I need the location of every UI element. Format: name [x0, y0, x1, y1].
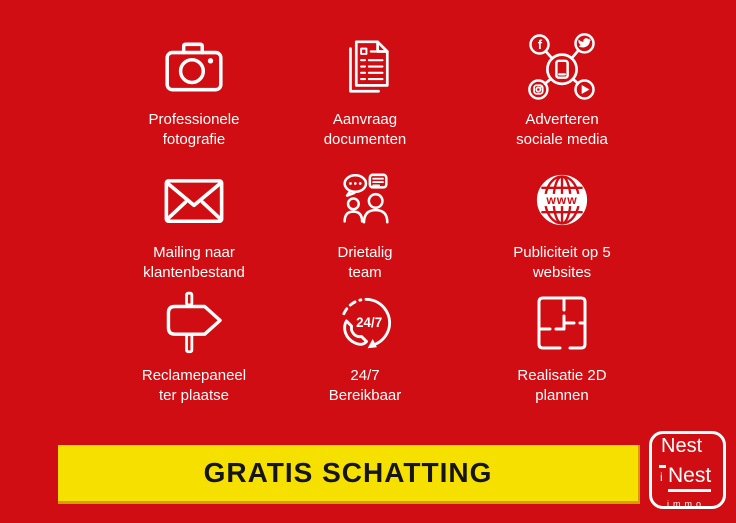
feature-document-request [265, 30, 465, 162]
logo-dash [659, 465, 666, 468]
globe-www-icon [462, 163, 662, 237]
facebook-letter: f [537, 37, 543, 53]
feature-label: Realisatie 2D plannen [517, 367, 607, 404]
logo-word-nest: Nest [668, 464, 711, 492]
feature-label: Mailing naar klantenbestand [143, 244, 245, 281]
feature-professional-photography [94, 30, 294, 162]
feature-label: Adverteren sociale media [516, 111, 608, 148]
feature-label: 24/7 Bereikbaar [328, 367, 402, 404]
twitter-bird [578, 38, 591, 47]
team-chat-icon [265, 163, 465, 237]
phone-247-icon [265, 286, 465, 360]
feature-label: Professionele fotografie [148, 111, 240, 148]
feature-trilingual-team [265, 163, 465, 295]
feature-website-publicity [462, 163, 662, 295]
banner-label: GRATIS SCHATTING [203, 457, 493, 488]
feature-label: Drietalig team [337, 244, 393, 281]
envelope-icon [94, 163, 294, 237]
floorplan-icon [462, 286, 662, 360]
camera-icon [94, 30, 294, 104]
feature-reachable-247 [265, 286, 465, 418]
feature-label: Publiciteit op 5 websites [513, 244, 611, 281]
nest-immo-logo [649, 431, 726, 509]
gratis-schatting-banner[interactable] [58, 445, 640, 504]
feature-label: Aanvraag documenten [323, 111, 407, 148]
phone-badge-text: 24/7 [356, 315, 383, 331]
feature-2d-plans [462, 286, 662, 418]
feature-label: Reclamepaneel ter plaatse [141, 367, 247, 404]
logo-word-immo: immo [667, 499, 705, 509]
feature-sign-on-site [94, 286, 294, 418]
www-band-text: www [546, 193, 578, 208]
logo-letter-i: i [660, 470, 663, 484]
social-media-icon [462, 30, 662, 104]
logo-word-top: Nest [661, 435, 703, 457]
feature-mailing-client-base [94, 163, 294, 295]
feature-social-media-advertising [462, 30, 662, 162]
documents-icon [265, 30, 465, 104]
signpost-icon [94, 286, 294, 360]
